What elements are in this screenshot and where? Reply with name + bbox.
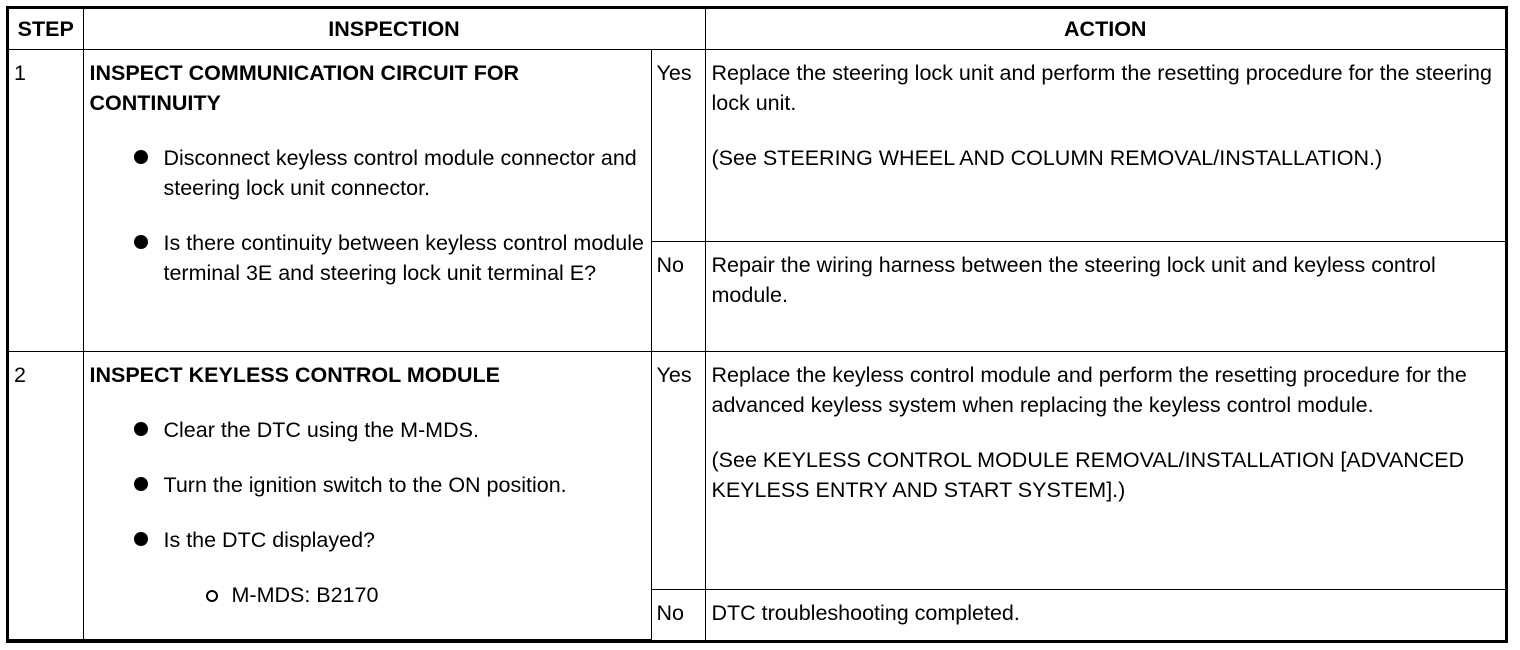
yes-label: Yes (651, 50, 705, 242)
bullet-text: Turn the ignition switch to the ON position. (163, 473, 567, 497)
step-inspection (83, 50, 651, 352)
bullet-item (90, 470, 645, 500)
bullet-text: Clear the DTC using the M-MDS. (163, 418, 479, 442)
action-text: Replace the keyless control module and perform the resetting procedure for the advanced keyless system when replacing the keyless control module. (711, 363, 1467, 417)
no-label: No (651, 590, 705, 640)
bullet-dot-icon (134, 150, 148, 164)
header-step: STEP (9, 9, 83, 50)
step-number: 1 (9, 50, 83, 352)
step-inspection (83, 352, 651, 640)
bullet-text: Is there continuity between keyless control module terminal 3E and steering lock unit terminal E? (163, 231, 644, 285)
troubleshooting-table (6, 6, 1508, 643)
yes-label: Yes (651, 352, 705, 590)
header-action: ACTION (705, 9, 1505, 50)
header-inspection: INSPECTION (83, 9, 705, 50)
bullet-item (90, 415, 645, 445)
no-action: Repair the wiring harness between the steering lock unit and keyless control module. (705, 242, 1505, 352)
sub-bullet-item (90, 580, 645, 610)
bullet-item (90, 228, 645, 288)
bullet-list (90, 415, 645, 555)
bullet-item (90, 525, 645, 555)
no-label: No (651, 242, 705, 352)
step-2-yes-row (9, 352, 1505, 590)
bullet-text: Disconnect keyless control module connector and steering lock unit connector. (163, 146, 637, 200)
action-text: Replace the steering lock unit and perform the resetting procedure for the steering lock unit. (711, 61, 1492, 115)
action-reference: (See KEYLESS CONTROL MODULE REMOVAL/INSTALLATION [ADVANCED KEYLESS ENTRY AND START SYSTEM].) (711, 448, 1465, 502)
bullet-dot-icon (134, 235, 148, 249)
action-reference: (See STEERING WHEEL AND COLUMN REMOVAL/INSTALLATION.) (711, 146, 1383, 170)
step-title: INSPECT KEYLESS CONTROL MODULE (89, 363, 501, 387)
bullet-dot-icon (134, 477, 148, 491)
step-1-yes-row (9, 50, 1505, 242)
yes-action (705, 352, 1505, 590)
circle-bullet-icon (206, 590, 218, 602)
bullet-text: Is the DTC displayed? (163, 528, 376, 552)
sub-bullet-text: M-MDS: B2170 (231, 583, 379, 607)
bullet-item (90, 143, 645, 203)
header-row (9, 9, 1505, 50)
bullet-dot-icon (134, 422, 148, 436)
step-title: INSPECT COMMUNICATION CIRCUIT FOR CONTINUITY (89, 61, 520, 115)
bullet-dot-icon (134, 532, 148, 546)
no-action: DTC troubleshooting completed. (705, 590, 1505, 640)
bullet-list (90, 143, 645, 288)
step-number: 2 (9, 352, 83, 640)
inspection-table (9, 9, 1505, 640)
yes-action (705, 50, 1505, 242)
